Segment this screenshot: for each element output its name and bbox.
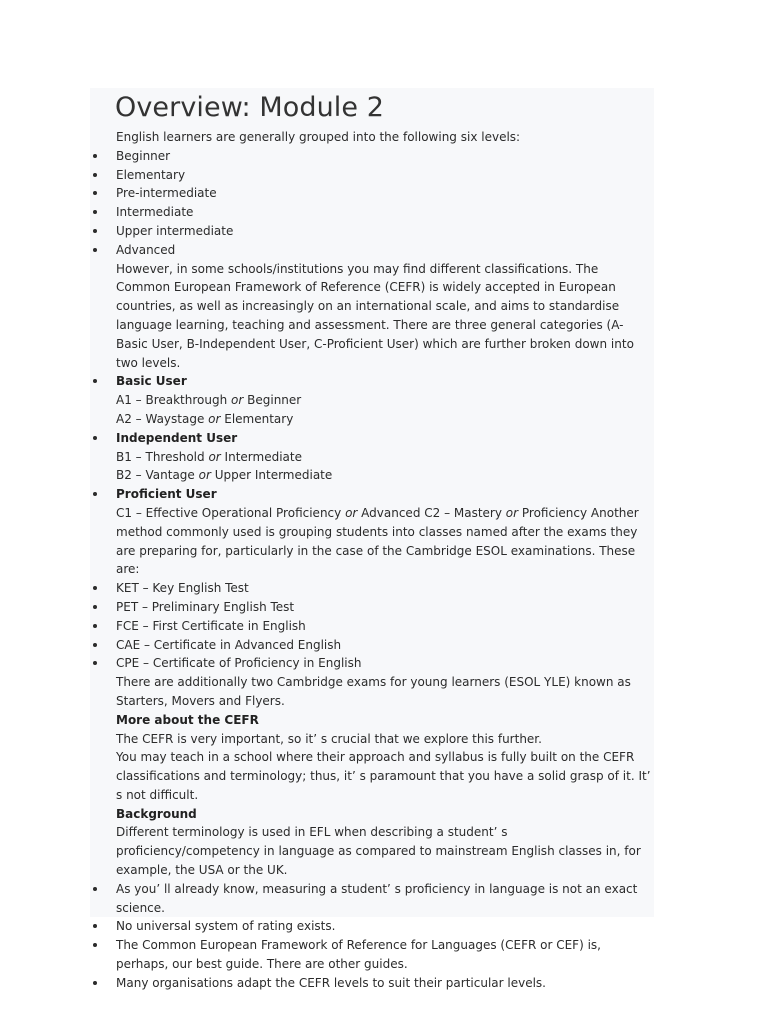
background-paragraph: Different terminology is used in EFL when describing a student’ s proficiency/competency in language as compared to mainstream English classes in, for example, the USA or the UK.: [116, 825, 641, 878]
list-item: No universal system of rating exists.: [116, 917, 652, 936]
list-item: The Common European Framework of Reference for Languages (CEFR or CEF) is, perhaps, our best guide. There are other guides.: [116, 936, 652, 974]
basic-user-heading: Basic User: [116, 372, 652, 391]
list-item: Upper intermediate: [116, 222, 652, 241]
level-a2: A2 – Waystage or Elementary: [116, 411, 294, 426]
level-b1: B1 – Threshold or Intermediate: [116, 449, 302, 464]
document-content: [116, 90, 652, 993]
level-c1-c2-paragraph: C1 – Effective Operational Proficiency or Advanced C2 – Mastery or Proficiency Another method commonly used is grouping students into classes named after the exams they are preparing for, particularly in the case of the Cambridge ESOL examinations. These are:: [116, 505, 639, 577]
levels-list: [116, 147, 652, 260]
exams-list: [116, 579, 652, 673]
list-item: CPE – Certificate of Proficiency in English: [116, 654, 652, 673]
page-title: Overview: Module 2: [115, 92, 385, 123]
list-item: KET – Key English Test: [116, 579, 652, 598]
list-item: Many organisations adapt the CEFR levels to suit their particular levels.: [116, 974, 652, 993]
list-item: Beginner: [116, 147, 652, 166]
more-about-cefr-heading: More about the CEFR: [116, 712, 259, 727]
independent-user-list: [116, 429, 652, 448]
more-paragraph-1: The CEFR is very important, so it’ s crucial that we explore this further.: [116, 731, 542, 746]
basic-user-list: [116, 372, 652, 391]
list-item: Pre-intermediate: [116, 184, 652, 203]
more-paragraph-2: You may teach in a school where their approach and syllabus is fully built on the CEFR classifications and terminology; thus, it’ s paramount that you have a solid grasp of it. It’ s not difficult.: [116, 750, 651, 802]
list-item: As you’ ll already know, measuring a student’ s proficiency in language is not an exact science.: [116, 880, 652, 918]
proficient-user-list: [116, 485, 652, 504]
list-item: CAE – Certificate in Advanced English: [116, 636, 652, 655]
independent-user-heading: Independent User: [116, 429, 652, 448]
level-b2: B2 – Vantage or Upper Intermediate: [116, 468, 333, 483]
list-item: Intermediate: [116, 203, 652, 222]
list-item: Elementary: [116, 166, 652, 185]
list-item: FCE – First Certificate in English: [116, 617, 652, 636]
intro-text: English learners are generally grouped into the following six levels:: [116, 130, 521, 144]
level-a1: A1 – Breakthrough or Beginner: [116, 393, 302, 408]
proficient-user-heading: Proficient User: [116, 485, 652, 504]
cefr-paragraph: However, in some schools/institutions you may find different classifications. The Common European Framework of Reference (CEFR) is widely accepted in European countries, as well as increasingly on an international scale, and aims to standardise language learning, teaching and assessment. There are three general categories (A-Basic User, B-Independent User, C-Proficient User) which are further broken down into two levels.: [116, 261, 634, 370]
list-item: Advanced: [116, 241, 652, 260]
background-points-list: [116, 880, 652, 993]
background-heading: Background: [116, 806, 197, 821]
list-item: PET – Preliminary English Test: [116, 598, 652, 617]
yle-paragraph: There are additionally two Cambridge exams for young learners (ESOL YLE) known as Starters, Movers and Flyers.: [116, 675, 631, 708]
